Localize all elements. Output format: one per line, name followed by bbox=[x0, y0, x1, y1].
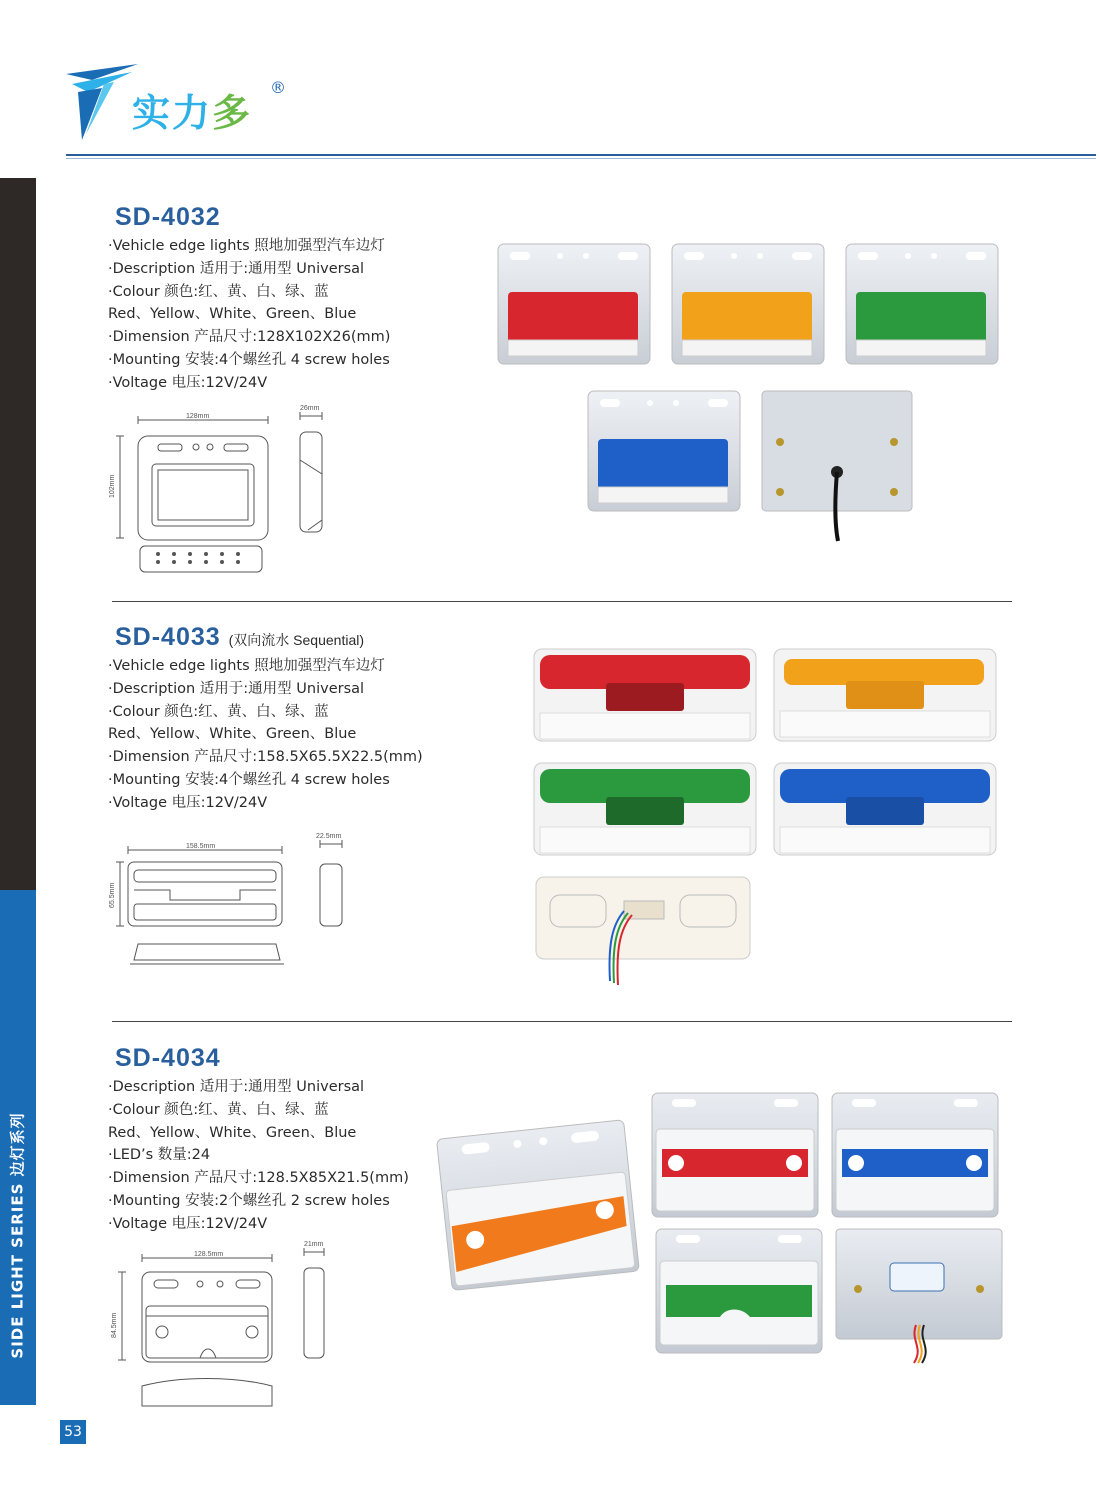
series-label: SIDE LIGHT SERIES 边灯系列 bbox=[8, 1112, 27, 1359]
spec-line: Red、Yellow、White、Green、Blue bbox=[108, 306, 357, 323]
brand-name: 实力多 bbox=[132, 91, 253, 135]
spec-line: ·LED’s 数量:24 bbox=[108, 1147, 211, 1164]
spec-line: ·Voltage 电压:12V/24V bbox=[108, 1215, 268, 1232]
dimension-drawing bbox=[100, 830, 360, 975]
spec-line: ·Dimension 产品尺寸:128.5X85X21.5(mm) bbox=[108, 1170, 409, 1187]
product-photo-red bbox=[498, 244, 650, 364]
spec-line: ·Colour 颜色:红、黄、白、绿、蓝 bbox=[108, 283, 329, 300]
dim-depth-label: 21mm bbox=[304, 1241, 324, 1248]
spec-line: Red、Yellow、White、Green、Blue bbox=[108, 726, 357, 743]
product-spec-list bbox=[108, 235, 390, 395]
spec-line: Red、Yellow、White、Green、Blue bbox=[108, 1124, 357, 1141]
product-spec-list bbox=[108, 655, 423, 815]
brand-logo-icon bbox=[62, 62, 142, 142]
product-photo-back bbox=[536, 877, 750, 985]
spec-line: ·Colour 颜色:红、黄、白、绿、蓝 bbox=[108, 703, 329, 720]
product-photo-back bbox=[836, 1229, 1002, 1363]
section-divider bbox=[112, 601, 1012, 602]
dimension-drawing bbox=[100, 400, 340, 580]
dim-depth-label: 22.5mm bbox=[316, 833, 342, 840]
registered-mark: ® bbox=[270, 78, 286, 97]
product-photo-blue bbox=[774, 763, 996, 855]
product-photo-green bbox=[534, 763, 756, 855]
dim-width-label: 128.5mm bbox=[194, 1251, 224, 1258]
dim-height-label: 65.5mm bbox=[109, 882, 116, 908]
spec-line: ·Mounting 安装:2个螺丝孔 2 screw holes bbox=[108, 1192, 390, 1209]
sidebar-dark-band bbox=[0, 178, 36, 890]
dim-height-label: 102mm bbox=[109, 474, 116, 498]
section-divider bbox=[112, 1021, 1012, 1022]
product-photo-group bbox=[430, 1085, 1010, 1390]
spec-line: ·Voltage 电压:12V/24V bbox=[108, 794, 268, 811]
product-model-title: SD-4033 (双向流水 Sequential) bbox=[115, 623, 365, 651]
page-number: 53 bbox=[60, 1420, 86, 1444]
product-photo-yellow bbox=[774, 649, 996, 741]
header-rule-thin bbox=[66, 158, 1096, 159]
dim-width-label: 128mm bbox=[186, 413, 210, 420]
spec-line: ·Dimension 产品尺寸:128X102X26(mm) bbox=[108, 329, 391, 346]
spec-line: ·Colour 颜色:红、黄、白、绿、蓝 bbox=[108, 1101, 329, 1118]
spec-line: ·Description 适用于:通用型 Universal bbox=[108, 1079, 365, 1095]
product-photo-blue bbox=[588, 391, 740, 511]
dim-width-label: 158.5mm bbox=[186, 843, 216, 850]
header-rule bbox=[66, 154, 1096, 156]
product-photo-group bbox=[490, 236, 1010, 546]
product-photo-blue bbox=[832, 1093, 998, 1217]
dim-height-label: 84.5mm bbox=[111, 1312, 118, 1338]
spec-line: ·Dimension 产品尺寸:158.5X65.5X22.5(mm) bbox=[108, 749, 423, 766]
spec-line: ·Description 适用于:通用型 Universal bbox=[108, 680, 365, 697]
spec-line: ·Voltage 电压:12V/24V bbox=[108, 374, 268, 391]
product-photo-red bbox=[534, 649, 756, 741]
dimension-drawing bbox=[100, 1240, 340, 1415]
product-model-title: SD-4034 bbox=[115, 1044, 221, 1072]
product-photo-red bbox=[652, 1093, 818, 1217]
product-photo-back bbox=[762, 391, 912, 541]
product-photo-orange bbox=[436, 1120, 639, 1291]
dim-depth-label: 26mm bbox=[300, 405, 320, 412]
spec-line: ·Description 适用于:通用型 Universal bbox=[108, 260, 365, 277]
product-spec-list bbox=[108, 1076, 409, 1236]
spec-line: ·Vehicle edge lights 照地加强型汽车边灯 bbox=[108, 658, 385, 674]
spec-line: ·Vehicle edge lights 照地加强型汽车边灯 bbox=[108, 238, 385, 254]
product-photo-green bbox=[656, 1229, 822, 1353]
product-subtitle: (双向流水 Sequential) bbox=[228, 632, 365, 648]
product-photo-yellow bbox=[672, 244, 824, 364]
product-photo-green bbox=[846, 244, 998, 364]
product-photo-group bbox=[530, 645, 1010, 990]
product-model-title: SD-4032 bbox=[115, 203, 221, 231]
spec-line: ·Mounting 安装:4个螺丝孔 4 screw holes bbox=[108, 351, 390, 368]
spec-line: ·Mounting 安装:4个螺丝孔 4 screw holes bbox=[108, 771, 390, 788]
